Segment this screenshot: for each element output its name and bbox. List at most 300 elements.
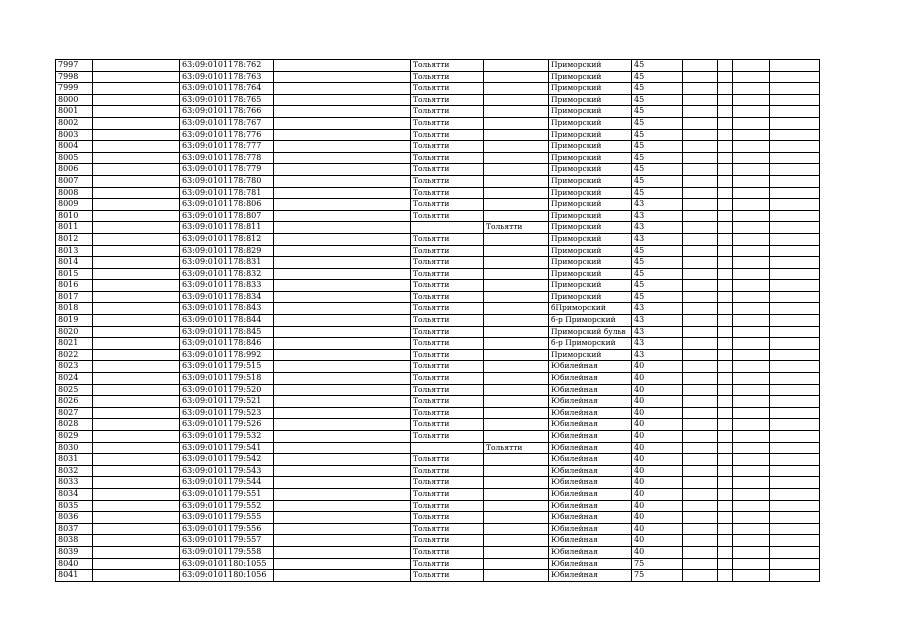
table-row: [56, 373, 820, 385]
row-number-cell: 8033: [56, 477, 93, 489]
blank-cell: [733, 164, 770, 176]
blank-cell: [733, 303, 770, 315]
blank-cell: [93, 164, 180, 176]
blank-cell: [93, 291, 180, 303]
city-cell: Тольятти: [411, 558, 484, 570]
blank-cell: [683, 442, 718, 454]
street-cell: Юбилейная: [549, 488, 632, 500]
row-number-cell: 8011: [56, 222, 93, 234]
blank-cell: [733, 210, 770, 222]
cadastral-number-cell: 63:09:0101179:551: [180, 488, 274, 500]
blank-cell: [274, 373, 411, 385]
blank-cell: [733, 268, 770, 280]
blank-cell: [274, 361, 411, 373]
blank-cell: [770, 210, 820, 222]
blank-cell: [718, 268, 733, 280]
street-cell: Юбилейная: [549, 535, 632, 547]
table-row: [56, 164, 820, 176]
city-cell: Тольятти: [411, 488, 484, 500]
blank-cell: [770, 477, 820, 489]
blank-cell: [733, 523, 770, 535]
blank-cell: [93, 338, 180, 350]
city-alt-cell: [484, 465, 549, 477]
cadastral-number-cell: 63:09:0101179:515: [180, 361, 274, 373]
cadastral-number-cell: 63:09:0101178:834: [180, 291, 274, 303]
row-number-cell: 8019: [56, 315, 93, 327]
blank-cell: [770, 245, 820, 257]
blank-cell: [770, 558, 820, 570]
city-cell: Тольятти: [411, 245, 484, 257]
blank-cell: [274, 303, 411, 315]
cadastral-number-cell: 63:09:0101180:1055: [180, 558, 274, 570]
city-cell: Тольятти: [411, 477, 484, 489]
blank-cell: [718, 373, 733, 385]
cadastral-number-cell: 63:09:0101178:831: [180, 257, 274, 269]
blank-cell: [733, 349, 770, 361]
cadastral-number-cell: 63:09:0101178:762: [180, 60, 274, 72]
table-row: [56, 315, 820, 327]
house-number-cell: 40: [632, 407, 683, 419]
table-body: [56, 60, 820, 582]
blank-cell: [93, 60, 180, 72]
blank-cell: [733, 257, 770, 269]
street-cell: Приморский: [549, 141, 632, 153]
blank-cell: [770, 83, 820, 95]
blank-cell: [274, 315, 411, 327]
blank-cell: [770, 361, 820, 373]
blank-cell: [274, 222, 411, 234]
blank-cell: [718, 245, 733, 257]
blank-cell: [683, 152, 718, 164]
row-number-cell: 8003: [56, 129, 93, 141]
blank-cell: [93, 83, 180, 95]
city-cell: Тольятти: [411, 396, 484, 408]
street-cell: Приморский: [549, 187, 632, 199]
blank-cell: [683, 233, 718, 245]
city-alt-cell: [484, 141, 549, 153]
street-cell: Приморский: [549, 349, 632, 361]
row-number-cell: 8037: [56, 523, 93, 535]
street-cell: Приморский: [549, 83, 632, 95]
blank-cell: [274, 465, 411, 477]
blank-cell: [683, 315, 718, 327]
city-cell: Тольятти: [411, 570, 484, 582]
table-row: [56, 546, 820, 558]
blank-cell: [733, 465, 770, 477]
city-alt-cell: [484, 512, 549, 524]
blank-cell: [733, 233, 770, 245]
blank-cell: [683, 570, 718, 582]
table-row: [56, 233, 820, 245]
blank-cell: [683, 268, 718, 280]
blank-cell: [93, 222, 180, 234]
house-number-cell: 40: [632, 442, 683, 454]
cadastral-number-cell: 63:09:0101179:543: [180, 465, 274, 477]
cadastral-number-cell: 63:09:0101178:763: [180, 71, 274, 83]
street-cell: Юбилейная: [549, 546, 632, 558]
row-number-cell: 8002: [56, 117, 93, 129]
blank-cell: [733, 373, 770, 385]
blank-cell: [683, 477, 718, 489]
city-alt-cell: [484, 291, 549, 303]
blank-cell: [274, 512, 411, 524]
blank-cell: [683, 280, 718, 292]
blank-cell: [93, 465, 180, 477]
table-row: [56, 431, 820, 443]
table-row: [56, 396, 820, 408]
city-alt-cell: [484, 384, 549, 396]
house-number-cell: 40: [632, 535, 683, 547]
row-number-cell: 8009: [56, 199, 93, 211]
blank-cell: [733, 245, 770, 257]
cadastral-number-cell: 63:09:0101179:541: [180, 442, 274, 454]
house-number-cell: 40: [632, 384, 683, 396]
blank-cell: [274, 233, 411, 245]
city-cell: [411, 442, 484, 454]
blank-cell: [683, 83, 718, 95]
street-cell: Юбилейная: [549, 477, 632, 489]
blank-cell: [274, 384, 411, 396]
table-row: [56, 500, 820, 512]
cadastral-number-cell: 63:09:0101179:544: [180, 477, 274, 489]
city-alt-cell: [484, 257, 549, 269]
blank-cell: [93, 488, 180, 500]
street-cell: Юбилейная: [549, 465, 632, 477]
table-row: [56, 71, 820, 83]
city-cell: Тольятти: [411, 512, 484, 524]
row-number-cell: 8013: [56, 245, 93, 257]
street-cell: Приморский: [549, 152, 632, 164]
blank-cell: [718, 94, 733, 106]
street-cell: Приморский: [549, 257, 632, 269]
cadastral-number-cell: 63:09:0101179:542: [180, 454, 274, 466]
city-cell: Тольятти: [411, 129, 484, 141]
blank-cell: [733, 407, 770, 419]
cadastral-number-cell: 63:09:0101178:767: [180, 117, 274, 129]
city-cell: Тольятти: [411, 280, 484, 292]
city-cell: Тольятти: [411, 141, 484, 153]
blank-cell: [718, 291, 733, 303]
city-alt-cell: [484, 419, 549, 431]
blank-cell: [770, 303, 820, 315]
table-row: [56, 442, 820, 454]
city-alt-cell: [484, 71, 549, 83]
blank-cell: [93, 303, 180, 315]
city-cell: Тольятти: [411, 546, 484, 558]
house-number-cell: 45: [632, 245, 683, 257]
house-number-cell: 45: [632, 60, 683, 72]
blank-cell: [683, 407, 718, 419]
row-number-cell: 8020: [56, 326, 93, 338]
row-number-cell: 8007: [56, 175, 93, 187]
city-alt-cell: [484, 187, 549, 199]
city-cell: Тольятти: [411, 419, 484, 431]
row-number-cell: 8026: [56, 396, 93, 408]
city-alt-cell: [484, 361, 549, 373]
blank-cell: [683, 257, 718, 269]
blank-cell: [770, 175, 820, 187]
city-cell: Тольятти: [411, 454, 484, 466]
cadastral-number-cell: 63:09:0101179:555: [180, 512, 274, 524]
blank-cell: [93, 326, 180, 338]
blank-cell: [274, 454, 411, 466]
blank-cell: [770, 373, 820, 385]
cadastral-number-cell: 63:09:0101178:781: [180, 187, 274, 199]
blank-cell: [770, 338, 820, 350]
table-row: [56, 477, 820, 489]
city-cell: Тольятти: [411, 233, 484, 245]
city-alt-cell: [484, 570, 549, 582]
blank-cell: [770, 129, 820, 141]
row-number-cell: 8017: [56, 291, 93, 303]
blank-cell: [274, 60, 411, 72]
row-number-cell: 7997: [56, 60, 93, 72]
city-cell: Тольятти: [411, 431, 484, 443]
street-cell: Юбилейная: [549, 419, 632, 431]
blank-cell: [93, 257, 180, 269]
blank-cell: [718, 512, 733, 524]
blank-cell: [770, 570, 820, 582]
cadastral-number-cell: 63:09:0101178:806: [180, 199, 274, 211]
blank-cell: [274, 419, 411, 431]
row-number-cell: 8012: [56, 233, 93, 245]
blank-cell: [733, 431, 770, 443]
blank-cell: [733, 419, 770, 431]
city-alt-cell: Тольятти: [484, 442, 549, 454]
blank-cell: [274, 558, 411, 570]
blank-cell: [733, 396, 770, 408]
blank-cell: [718, 164, 733, 176]
city-cell: Тольятти: [411, 361, 484, 373]
city-cell: Тольятти: [411, 338, 484, 350]
table-row: [56, 141, 820, 153]
blank-cell: [683, 338, 718, 350]
blank-cell: [770, 546, 820, 558]
city-alt-cell: [484, 523, 549, 535]
blank-cell: [718, 117, 733, 129]
table-row: [56, 94, 820, 106]
table-row: [56, 558, 820, 570]
blank-cell: [274, 268, 411, 280]
city-alt-cell: [484, 431, 549, 443]
row-number-cell: 8015: [56, 268, 93, 280]
table-row: [56, 454, 820, 466]
blank-cell: [770, 257, 820, 269]
blank-cell: [770, 465, 820, 477]
city-alt-cell: [484, 164, 549, 176]
blank-cell: [93, 384, 180, 396]
blank-cell: [718, 315, 733, 327]
table-row: [56, 187, 820, 199]
house-number-cell: 45: [632, 106, 683, 118]
blank-cell: [274, 407, 411, 419]
street-cell: Юбилейная: [549, 431, 632, 443]
house-number-cell: 45: [632, 257, 683, 269]
blank-cell: [770, 454, 820, 466]
city-cell: Тольятти: [411, 175, 484, 187]
table-row: [56, 257, 820, 269]
blank-cell: [733, 546, 770, 558]
blank-cell: [683, 222, 718, 234]
blank-cell: [93, 268, 180, 280]
blank-cell: [683, 141, 718, 153]
table-row: [56, 222, 820, 234]
blank-cell: [274, 187, 411, 199]
city-alt-cell: [484, 83, 549, 95]
blank-cell: [274, 129, 411, 141]
blank-cell: [683, 361, 718, 373]
blank-cell: [683, 465, 718, 477]
city-cell: Тольятти: [411, 83, 484, 95]
city-cell: Тольятти: [411, 373, 484, 385]
row-number-cell: 8000: [56, 94, 93, 106]
blank-cell: [733, 326, 770, 338]
house-number-cell: 40: [632, 512, 683, 524]
city-cell: Тольятти: [411, 94, 484, 106]
street-cell: Юбилейная: [549, 512, 632, 524]
cadastral-number-cell: 63:09:0101179:558: [180, 546, 274, 558]
city-cell: Тольятти: [411, 535, 484, 547]
city-alt-cell: [484, 129, 549, 141]
row-number-cell: 8032: [56, 465, 93, 477]
blank-cell: [770, 199, 820, 211]
blank-cell: [93, 129, 180, 141]
blank-cell: [718, 210, 733, 222]
city-cell: Тольятти: [411, 199, 484, 211]
row-number-cell: 8024: [56, 373, 93, 385]
blank-cell: [770, 71, 820, 83]
city-cell: Тольятти: [411, 210, 484, 222]
blank-cell: [718, 106, 733, 118]
city-alt-cell: [484, 60, 549, 72]
blank-cell: [770, 141, 820, 153]
blank-cell: [733, 117, 770, 129]
cadastral-number-cell: 63:09:0101178:779: [180, 164, 274, 176]
city-alt-cell: [484, 546, 549, 558]
blank-cell: [93, 117, 180, 129]
blank-cell: [718, 187, 733, 199]
city-cell: Тольятти: [411, 268, 484, 280]
blank-cell: [733, 315, 770, 327]
table-row: [56, 326, 820, 338]
blank-cell: [718, 152, 733, 164]
row-number-cell: 8031: [56, 454, 93, 466]
house-number-cell: 40: [632, 419, 683, 431]
city-alt-cell: [484, 245, 549, 257]
blank-cell: [733, 454, 770, 466]
row-number-cell: 8029: [56, 431, 93, 443]
street-cell: Юбилейная: [549, 407, 632, 419]
table-row: [56, 129, 820, 141]
house-number-cell: 43: [632, 349, 683, 361]
blank-cell: [733, 477, 770, 489]
city-alt-cell: [484, 106, 549, 118]
house-number-cell: 43: [632, 303, 683, 315]
street-cell: Приморский: [549, 280, 632, 292]
table-row: [56, 488, 820, 500]
blank-cell: [93, 71, 180, 83]
house-number-cell: 45: [632, 175, 683, 187]
row-number-cell: 8030: [56, 442, 93, 454]
cadastral-number-cell: 63:09:0101179:557: [180, 535, 274, 547]
city-alt-cell: [484, 500, 549, 512]
blank-cell: [93, 419, 180, 431]
street-cell: Приморский: [549, 129, 632, 141]
city-alt-cell: [484, 488, 549, 500]
blank-cell: [93, 94, 180, 106]
blank-cell: [733, 280, 770, 292]
blank-cell: [274, 570, 411, 582]
street-cell: Юбилейная: [549, 373, 632, 385]
house-number-cell: 40: [632, 477, 683, 489]
blank-cell: [770, 233, 820, 245]
blank-cell: [770, 442, 820, 454]
blank-cell: [718, 465, 733, 477]
row-number-cell: 8034: [56, 488, 93, 500]
street-cell: Приморский: [549, 117, 632, 129]
blank-cell: [683, 535, 718, 547]
blank-cell: [733, 535, 770, 547]
blank-cell: [770, 396, 820, 408]
blank-cell: [770, 419, 820, 431]
blank-cell: [718, 558, 733, 570]
city-alt-cell: [484, 454, 549, 466]
table-row: [56, 419, 820, 431]
city-alt-cell: Тольятти: [484, 222, 549, 234]
table-row: [56, 465, 820, 477]
city-alt-cell: [484, 175, 549, 187]
row-number-cell: 8041: [56, 570, 93, 582]
street-cell: Приморский: [549, 222, 632, 234]
city-alt-cell: [484, 558, 549, 570]
blank-cell: [770, 187, 820, 199]
blank-cell: [718, 175, 733, 187]
table-row: [56, 570, 820, 582]
row-number-cell: 8040: [56, 558, 93, 570]
cadastral-number-cell: 63:09:0101179:520: [180, 384, 274, 396]
house-number-cell: 43: [632, 222, 683, 234]
table-row: [56, 199, 820, 211]
house-number-cell: 40: [632, 500, 683, 512]
blank-cell: [733, 152, 770, 164]
house-number-cell: 75: [632, 558, 683, 570]
blank-cell: [718, 257, 733, 269]
street-cell: Приморский: [549, 268, 632, 280]
blank-cell: [718, 384, 733, 396]
blank-cell: [274, 442, 411, 454]
blank-cell: [274, 338, 411, 350]
blank-cell: [733, 570, 770, 582]
blank-cell: [683, 326, 718, 338]
row-number-cell: 8016: [56, 280, 93, 292]
blank-cell: [683, 454, 718, 466]
blank-cell: [733, 60, 770, 72]
city-cell: Тольятти: [411, 187, 484, 199]
blank-cell: [770, 106, 820, 118]
blank-cell: [683, 164, 718, 176]
blank-cell: [93, 199, 180, 211]
table-row: [56, 349, 820, 361]
city-cell: Тольятти: [411, 407, 484, 419]
blank-cell: [733, 222, 770, 234]
cadastral-number-cell: 63:09:0101178:829: [180, 245, 274, 257]
row-number-cell: 8022: [56, 349, 93, 361]
street-cell: бПриморский: [549, 303, 632, 315]
city-alt-cell: [484, 210, 549, 222]
blank-cell: [683, 488, 718, 500]
street-cell: Приморский: [549, 71, 632, 83]
blank-cell: [718, 488, 733, 500]
